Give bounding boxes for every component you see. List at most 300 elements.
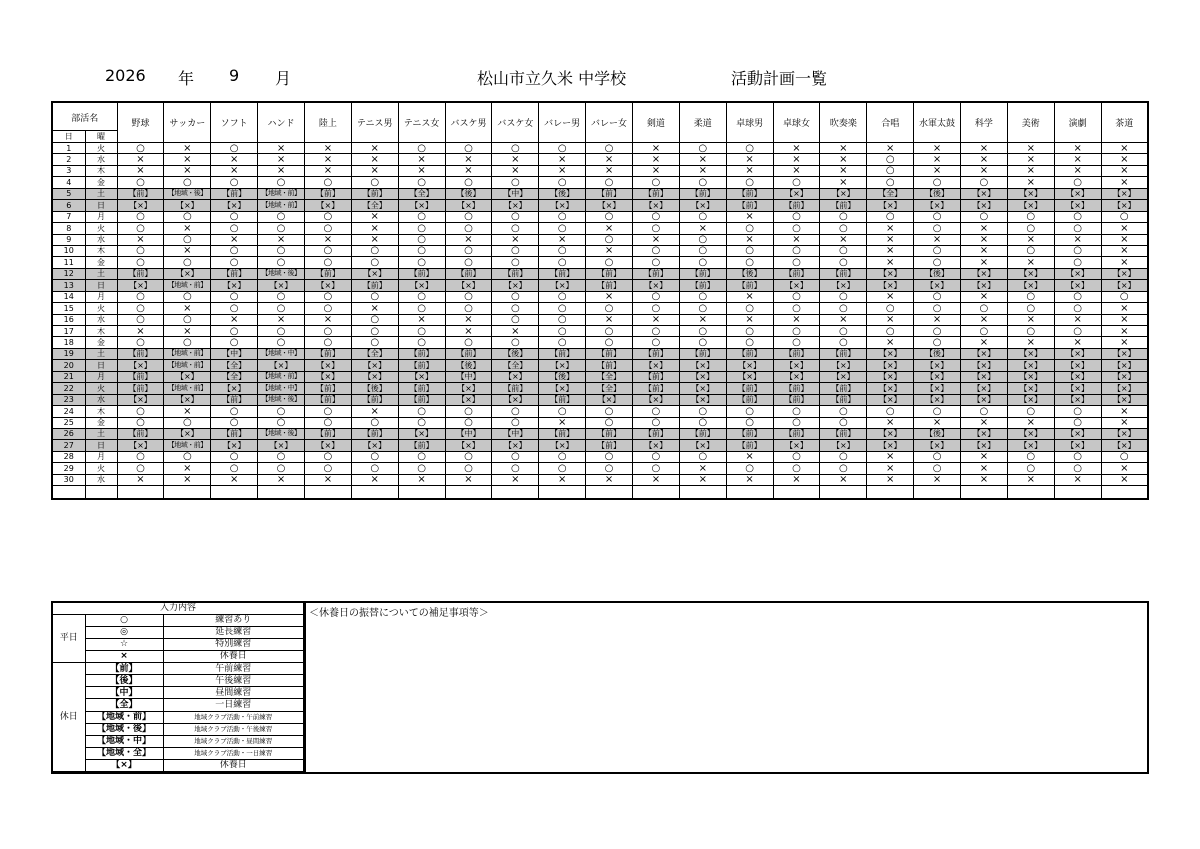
activity-cell: ○ [586,451,633,462]
activity-cell: 【前】 [632,268,679,279]
activity-cell: × [914,154,961,165]
year-unit: 年 [178,69,195,88]
activity-cell: 【前】 [445,268,492,279]
weekday-cell: 火 [85,223,117,234]
activity-cell: ○ [164,337,211,348]
weekday-cell: 土 [85,268,117,279]
legend-row [53,675,304,687]
activity-cell: 【前】 [445,348,492,359]
activity-cell: 【前】 [211,268,258,279]
activity-cell: 【×】 [1007,188,1054,199]
activity-cell: ○ [258,245,305,256]
activity-cell: ○ [164,177,211,188]
schedule-row [52,188,1148,199]
day-cell: 19 [52,348,85,359]
activity-cell: ○ [726,406,773,417]
activity-cell: 【前】 [117,268,164,279]
legend-group-label: 休日 [53,663,85,772]
activity-cell: 【全】 [398,188,445,199]
activity-cell: × [1054,165,1101,176]
weekday-cell: 水 [85,474,117,485]
activity-cell: 【前】 [726,188,773,199]
activity-cell: ○ [632,337,679,348]
activity-cell: ○ [960,326,1007,337]
activity-cell: 【×】 [960,383,1007,394]
activity-cell: 【×】 [351,371,398,382]
activity-cell: ○ [351,245,398,256]
activity-cell: 【前】 [539,394,586,405]
activity-cell: 【前】 [632,428,679,439]
notes-title: ＜休養日の振替についての補足事項等＞ [309,608,489,619]
empty-cell [773,486,820,500]
legend-description: 地域クラブ活動・一日練習 [163,747,304,759]
activity-cell: × [1007,474,1054,485]
activity-cell: 【×】 [867,394,914,405]
activity-cell: 【×】 [960,360,1007,371]
activity-cell: ○ [726,177,773,188]
activity-cell: ○ [773,245,820,256]
activity-cell: 【前】 [398,268,445,279]
activity-cell: 【×】 [867,200,914,211]
activity-cell: × [914,417,961,428]
activity-cell: × [632,165,679,176]
day-cell: 23 [52,394,85,405]
activity-cell: ○ [820,463,867,474]
activity-cell: 【前】 [726,383,773,394]
activity-cell: 【×】 [1007,394,1054,405]
schedule-row [52,200,1148,211]
activity-cell: 【×】 [539,440,586,451]
activity-cell: ○ [211,291,258,302]
activity-cell: ○ [492,245,539,256]
weekday-cell: 日 [85,440,117,451]
activity-cell: ○ [867,406,914,417]
activity-cell: × [773,165,820,176]
activity-cell: × [398,154,445,165]
empty-cell [1007,486,1054,500]
activity-cell: × [914,143,961,154]
activity-cell: 【×】 [539,200,586,211]
empty-cell [679,486,726,500]
activity-cell: ○ [117,257,164,268]
activity-cell: ○ [679,417,726,428]
activity-cell: ○ [164,451,211,462]
activity-cell: 【地域・後】 [258,428,305,439]
activity-cell: × [773,143,820,154]
weekday-cell: 木 [85,406,117,417]
activity-cell: ○ [304,211,351,222]
activity-cell: 【×】 [1007,268,1054,279]
activity-cell: × [211,154,258,165]
day-cell: 29 [52,463,85,474]
activity-cell: ○ [398,223,445,234]
activity-cell: 【×】 [960,268,1007,279]
activity-cell: × [304,314,351,325]
weekday-cell: 月 [85,291,117,302]
activity-cell: ○ [820,211,867,222]
activity-cell: 【前】 [726,348,773,359]
activity-cell: 【×】 [867,428,914,439]
activity-cell: ○ [304,326,351,337]
legend-row [53,639,304,651]
activity-cell: ○ [586,337,633,348]
weekday-cell: 金 [85,337,117,348]
activity-cell: 【×】 [1101,200,1148,211]
activity-cell: 【地域・前】 [258,371,305,382]
activity-cell: 【×】 [1101,188,1148,199]
club-header: 科学 [960,102,1007,143]
activity-cell: 【×】 [1101,280,1148,291]
activity-cell: 【前】 [304,188,351,199]
schedule-row [52,165,1148,176]
activity-cell: 【前】 [586,268,633,279]
legend-code: 【全】 [85,699,163,711]
activity-cell: ○ [632,257,679,268]
activity-cell: 【前】 [586,280,633,291]
schedule-row [52,280,1148,291]
activity-cell: 【×】 [351,268,398,279]
activity-cell: ○ [398,291,445,302]
day-label: 日 [52,131,85,143]
activity-cell: 【地域・後】 [164,188,211,199]
activity-cell: ○ [211,245,258,256]
activity-cell: × [445,154,492,165]
activity-cell: 【×】 [539,280,586,291]
day-cell: 28 [52,451,85,462]
activity-cell: 【×】 [164,428,211,439]
activity-cell: × [867,143,914,154]
schedule-row [52,326,1148,337]
activity-cell: × [1007,234,1054,245]
activity-cell: 【前】 [773,394,820,405]
legend-code: 【地域・全】 [85,747,163,759]
schedule-row [52,360,1148,371]
legend-description: 延長練習 [163,627,304,639]
activity-cell: × [1101,165,1148,176]
activity-cell: ○ [914,223,961,234]
empty-cell [539,486,586,500]
legend-group-label: 平日 [53,614,85,662]
activity-cell: ○ [1054,177,1101,188]
activity-cell: ○ [820,303,867,314]
activity-cell: 【前】 [820,348,867,359]
activity-cell: 【前】 [632,371,679,382]
activity-cell: × [539,474,586,485]
activity-cell: × [867,223,914,234]
activity-cell: × [351,154,398,165]
activity-cell: ○ [632,451,679,462]
activity-cell: × [726,474,773,485]
activity-cell: 【前】 [773,428,820,439]
activity-cell: 【地域・前】 [164,440,211,451]
activity-cell: × [304,143,351,154]
activity-cell: ○ [258,223,305,234]
activity-cell: 【中】 [492,428,539,439]
activity-cell: ○ [820,245,867,256]
activity-cell: × [304,474,351,485]
activity-cell: × [960,154,1007,165]
activity-cell: × [867,417,914,428]
activity-cell: 【×】 [1101,394,1148,405]
activity-cell: × [304,154,351,165]
schedule-row [52,257,1148,268]
activity-cell: ○ [304,463,351,474]
activity-cell: 【×】 [773,188,820,199]
activity-cell: × [398,165,445,176]
schedule-row [52,348,1148,359]
activity-cell: ○ [492,177,539,188]
activity-cell: ○ [867,303,914,314]
activity-cell: 【×】 [1054,440,1101,451]
activity-cell: ○ [398,234,445,245]
activity-cell: ○ [445,337,492,348]
activity-cell: 【前】 [117,371,164,382]
weekday-cell: 月 [85,371,117,382]
activity-cell: 【前】 [211,428,258,439]
activity-cell: × [117,154,164,165]
activity-cell: × [1054,474,1101,485]
club-header: 美術 [1007,102,1054,143]
activity-cell: ○ [211,223,258,234]
activity-cell: × [960,245,1007,256]
legend-description: 地域クラブ活動・午後練習 [163,723,304,735]
activity-cell: × [773,474,820,485]
activity-cell: × [1101,314,1148,325]
activity-cell: × [351,303,398,314]
activity-cell: × [867,234,914,245]
day-cell: 16 [52,314,85,325]
day-cell: 30 [52,474,85,485]
activity-cell: × [679,463,726,474]
activity-cell: × [1054,234,1101,245]
legend-box [51,601,305,774]
activity-cell: 【全】 [351,348,398,359]
empty-cell [632,486,679,500]
activity-cell: 【前】 [820,268,867,279]
activity-cell: 【×】 [1007,371,1054,382]
activity-cell: ○ [867,211,914,222]
activity-cell: ○ [914,451,961,462]
schedule-row [52,371,1148,382]
day-cell: 17 [52,326,85,337]
activity-cell: ○ [258,451,305,462]
empty-cell [820,486,867,500]
activity-cell: 【×】 [117,280,164,291]
activity-cell: × [258,314,305,325]
activity-cell: × [164,303,211,314]
activity-cell: 【×】 [867,440,914,451]
weekday-cell: 火 [85,383,117,394]
activity-cell: × [1101,154,1148,165]
weekday-cell: 火 [85,463,117,474]
club-header: 剣道 [632,102,679,143]
activity-cell: ○ [539,337,586,348]
activity-cell: ○ [726,257,773,268]
activity-cell: 【×】 [1054,348,1101,359]
empty-cell [52,486,85,500]
activity-cell: ○ [492,257,539,268]
activity-cell: ○ [492,303,539,314]
activity-cell: 【前】 [679,268,726,279]
activity-cell: 【前】 [586,348,633,359]
activity-cell: × [773,154,820,165]
activity-cell: ○ [211,406,258,417]
activity-cell: 【後】 [914,268,961,279]
activity-cell: 【×】 [960,348,1007,359]
activity-cell: × [1101,406,1148,417]
day-cell: 5 [52,188,85,199]
activity-cell: ○ [632,291,679,302]
activity-cell: ○ [117,417,164,428]
activity-cell: × [164,474,211,485]
activity-cell: 【×】 [960,428,1007,439]
page-title: 活動計画一覧 [731,69,828,88]
activity-cell: ○ [164,314,211,325]
activity-cell: 【後】 [914,428,961,439]
activity-cell: ○ [398,143,445,154]
legend-title: 入力内容 [53,603,304,614]
legend-description: 休養日 [163,651,304,663]
activity-cell: 【×】 [632,280,679,291]
weekday-cell: 土 [85,188,117,199]
activity-cell: 【×】 [445,440,492,451]
activity-cell: × [445,165,492,176]
activity-cell: 【×】 [1101,348,1148,359]
activity-cell: ○ [1054,463,1101,474]
activity-cell: 【前】 [398,348,445,359]
activity-cell: ○ [351,314,398,325]
activity-cell: × [1101,417,1148,428]
activity-cell: ○ [398,463,445,474]
activity-cell: 【×】 [960,188,1007,199]
activity-cell: ○ [398,245,445,256]
club-header: ハンド [258,102,305,143]
legend-code: × [85,651,163,663]
activity-cell: × [773,314,820,325]
schedule-row [52,234,1148,245]
weekday-cell: 月 [85,451,117,462]
activity-cell: 【×】 [258,440,305,451]
activity-cell: 【×】 [117,394,164,405]
activity-cell: ○ [258,406,305,417]
month-unit: 月 [275,69,292,88]
schedule-row [52,268,1148,279]
activity-cell: 【後】 [445,360,492,371]
activity-cell: 【地域・後】 [258,394,305,405]
activity-cell: ○ [679,143,726,154]
legend-description: 昼間練習 [163,687,304,699]
club-header: バスケ女 [492,102,539,143]
schedule-table [51,101,1149,500]
activity-cell: × [867,451,914,462]
activity-cell: × [726,234,773,245]
club-header: 卓球女 [773,102,820,143]
activity-cell: ○ [351,417,398,428]
activity-cell: ○ [679,303,726,314]
activity-cell: 【×】 [304,371,351,382]
activity-cell: × [914,474,961,485]
activity-cell: ○ [445,417,492,428]
schedule-row [52,451,1148,462]
activity-cell: × [867,314,914,325]
activity-cell: × [445,234,492,245]
activity-cell: ○ [773,177,820,188]
day-cell: 9 [52,234,85,245]
activity-cell: × [398,314,445,325]
activity-cell: ○ [351,291,398,302]
activity-cell: 【×】 [304,200,351,211]
activity-cell: 【×】 [117,440,164,451]
activity-cell: ○ [679,451,726,462]
activity-cell: × [960,291,1007,302]
activity-cell: ○ [258,291,305,302]
activity-cell: ○ [539,463,586,474]
activity-cell: ○ [211,337,258,348]
activity-cell: ○ [914,406,961,417]
year: 2026 [105,66,146,85]
club-header: 卓球男 [726,102,773,143]
activity-cell: 【後】 [539,188,586,199]
activity-cell: 【×】 [445,383,492,394]
activity-cell: ○ [211,417,258,428]
activity-cell: ○ [492,211,539,222]
activity-cell: × [1007,314,1054,325]
club-header: 吹奏楽 [820,102,867,143]
empty-cell [1101,486,1148,500]
activity-cell: 【×】 [492,440,539,451]
activity-cell: 【×】 [164,371,211,382]
activity-cell: ○ [398,326,445,337]
activity-cell: ○ [117,314,164,325]
activity-cell: 【前】 [679,428,726,439]
activity-cell: ○ [304,417,351,428]
activity-cell: 【前】 [351,188,398,199]
activity-cell: ○ [632,245,679,256]
activity-cell: × [820,314,867,325]
activity-cell: ○ [117,291,164,302]
activity-cell: × [867,463,914,474]
empty-cell [398,486,445,500]
activity-cell: ○ [445,257,492,268]
legend-description: 午前練習 [163,663,304,675]
weekday-cell: 金 [85,257,117,268]
legend-row [53,759,304,771]
activity-cell: 【前】 [679,348,726,359]
activity-cell: ○ [726,463,773,474]
activity-cell: ○ [211,143,258,154]
activity-cell: × [258,474,305,485]
activity-cell: × [1101,245,1148,256]
activity-cell: 【×】 [1054,383,1101,394]
activity-cell: ○ [304,406,351,417]
activity-cell: 【×】 [773,280,820,291]
activity-cell: 【×】 [117,200,164,211]
activity-cell: 【前】 [304,394,351,405]
activity-cell: × [445,326,492,337]
activity-cell: ○ [258,326,305,337]
activity-cell: × [632,314,679,325]
legend-description: 特別練習 [163,639,304,651]
activity-cell: × [1054,337,1101,348]
activity-cell: 【×】 [960,371,1007,382]
activity-cell: 【×】 [914,371,961,382]
club-header: バレー男 [539,102,586,143]
activity-cell: ○ [914,337,961,348]
activity-cell: ○ [1101,291,1148,302]
schedule-row [52,463,1148,474]
activity-cell: ○ [867,326,914,337]
activity-cell: ○ [117,406,164,417]
